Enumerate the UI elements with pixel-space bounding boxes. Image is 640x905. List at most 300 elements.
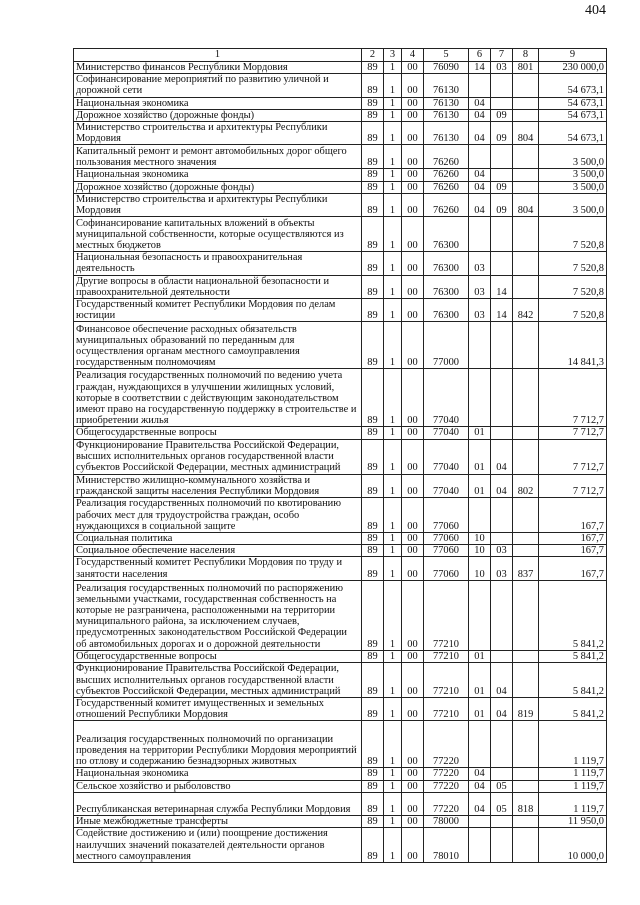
row-code-4: 00 xyxy=(402,369,424,427)
row-code-4: 00 xyxy=(402,780,424,792)
row-code-5: 77060 xyxy=(424,533,469,545)
row-code-8 xyxy=(513,498,539,533)
row-code-7 xyxy=(491,721,513,768)
row-code-8 xyxy=(513,74,539,97)
row-code-5: 76090 xyxy=(424,62,469,74)
row-name: Министерство жилищно-коммунального хозяйства и гражданской защиты населения Республики Мордовия xyxy=(74,474,362,497)
budget-table xyxy=(73,48,607,863)
row-code-8 xyxy=(513,427,539,439)
row-code-6: 03 xyxy=(469,252,491,275)
row-code-4: 00 xyxy=(402,217,424,252)
row-name: Софинансирование капитальных вложений в объекты муниципальной собственности, которые осуществляются из местных бюджетов xyxy=(74,217,362,252)
row-name: Общегосударственные вопросы xyxy=(74,650,362,662)
row-amount: 167,7 xyxy=(539,557,607,580)
table-row xyxy=(74,369,607,427)
table-row xyxy=(74,217,607,252)
row-name: Дорожное хозяйство (дорожные фонды) xyxy=(74,181,362,193)
row-name: Государственный комитет Республики Мордовия по труду и занятости населения xyxy=(74,557,362,580)
row-code-2: 89 xyxy=(362,109,384,121)
row-code-3: 1 xyxy=(384,557,402,580)
row-code-3: 1 xyxy=(384,122,402,145)
row-code-6 xyxy=(469,145,491,169)
row-amount: 1 119,7 xyxy=(539,792,607,815)
row-code-2: 89 xyxy=(362,122,384,145)
row-code-8: 801 xyxy=(513,62,539,74)
row-code-2: 89 xyxy=(362,721,384,768)
row-code-4: 00 xyxy=(402,533,424,545)
row-code-8 xyxy=(513,322,539,369)
row-name: Капитальный ремонт и ремонт автомобильных дорог общего пользования местного значения xyxy=(74,145,362,169)
row-code-3: 1 xyxy=(384,369,402,427)
row-code-4: 00 xyxy=(402,580,424,650)
row-code-3: 1 xyxy=(384,145,402,169)
row-name: Национальная безопасность и правоохранительная деятельность xyxy=(74,252,362,275)
row-amount: 7 712,7 xyxy=(539,474,607,497)
table-row xyxy=(74,721,607,768)
row-name: Общегосударственные вопросы xyxy=(74,427,362,439)
column-header: 4 xyxy=(402,49,424,62)
row-code-5: 76260 xyxy=(424,181,469,193)
row-name: Другие вопросы в области национальной безопасности и правоохранительной деятельности xyxy=(74,275,362,298)
row-code-8 xyxy=(513,580,539,650)
row-code-7: 09 xyxy=(491,109,513,121)
row-amount: 7 520,8 xyxy=(539,275,607,298)
row-code-3: 1 xyxy=(384,815,402,827)
row-name: Финансовое обеспечение расходных обязательств муниципальных образований по переданным для осуществления органам местного самоуправления государственным полномочиям xyxy=(74,322,362,369)
row-code-6: 01 xyxy=(469,650,491,662)
row-name: Иные межбюджетные трансферты xyxy=(74,815,362,827)
row-code-6: 04 xyxy=(469,181,491,193)
row-code-6 xyxy=(469,498,491,533)
row-code-3: 1 xyxy=(384,427,402,439)
row-code-3: 1 xyxy=(384,545,402,557)
table-row xyxy=(74,663,607,698)
row-code-2: 89 xyxy=(362,792,384,815)
row-code-2: 89 xyxy=(362,299,384,322)
row-code-2: 89 xyxy=(362,427,384,439)
row-code-7: 09 xyxy=(491,193,513,216)
row-code-7 xyxy=(491,74,513,97)
row-code-7 xyxy=(491,252,513,275)
row-code-5: 76130 xyxy=(424,74,469,97)
row-name: Содействие достижению и (или) поощрение достижения наилучших значений показателей деятельности органов местного самоуправления xyxy=(74,828,362,863)
row-code-3: 1 xyxy=(384,580,402,650)
column-header: 3 xyxy=(384,49,402,62)
row-code-5: 76130 xyxy=(424,122,469,145)
table-row xyxy=(74,193,607,216)
row-code-8 xyxy=(513,768,539,780)
row-code-5: 77000 xyxy=(424,322,469,369)
row-code-5: 77220 xyxy=(424,792,469,815)
row-code-7: 04 xyxy=(491,698,513,721)
row-code-8 xyxy=(513,252,539,275)
row-amount: 7 520,8 xyxy=(539,217,607,252)
row-name: Социальное обеспечение населения xyxy=(74,545,362,557)
row-code-4: 00 xyxy=(402,828,424,863)
row-amount: 54 673,1 xyxy=(539,122,607,145)
row-code-4: 00 xyxy=(402,439,424,474)
row-code-4: 00 xyxy=(402,698,424,721)
row-code-5: 77210 xyxy=(424,663,469,698)
row-code-4: 00 xyxy=(402,275,424,298)
row-code-8 xyxy=(513,545,539,557)
table-row xyxy=(74,62,607,74)
row-code-4: 00 xyxy=(402,97,424,109)
row-name: Государственный комитет Республики Мордовия по делам юстиции xyxy=(74,299,362,322)
row-code-4: 00 xyxy=(402,322,424,369)
row-name: Национальная экономика xyxy=(74,768,362,780)
column-header: 5 xyxy=(424,49,469,62)
row-name: Функционирование Правительства Российской Федерации, высших исполнительных органов государственной власти субъектов Российской Федерации, местных администраций xyxy=(74,439,362,474)
row-code-6: 04 xyxy=(469,109,491,121)
row-code-5: 76260 xyxy=(424,145,469,169)
row-code-4: 00 xyxy=(402,474,424,497)
row-code-7 xyxy=(491,828,513,863)
row-code-3: 1 xyxy=(384,792,402,815)
row-amount: 167,7 xyxy=(539,533,607,545)
row-code-6 xyxy=(469,580,491,650)
row-code-5: 77040 xyxy=(424,369,469,427)
row-code-5: 77060 xyxy=(424,545,469,557)
row-amount: 1 119,7 xyxy=(539,721,607,768)
row-code-4: 00 xyxy=(402,74,424,97)
table-row xyxy=(74,498,607,533)
row-amount: 3 500,0 xyxy=(539,169,607,181)
row-code-4: 00 xyxy=(402,122,424,145)
row-code-6: 01 xyxy=(469,698,491,721)
table-row xyxy=(74,780,607,792)
table-row xyxy=(74,474,607,497)
row-code-8 xyxy=(513,533,539,545)
row-code-5: 76300 xyxy=(424,299,469,322)
row-code-7: 14 xyxy=(491,275,513,298)
table-header-row xyxy=(74,49,607,62)
row-code-5: 77040 xyxy=(424,427,469,439)
row-code-2: 89 xyxy=(362,275,384,298)
row-code-2: 89 xyxy=(362,97,384,109)
row-code-7: 05 xyxy=(491,792,513,815)
row-amount: 5 841,2 xyxy=(539,663,607,698)
row-code-5: 76260 xyxy=(424,193,469,216)
row-amount: 1 119,7 xyxy=(539,768,607,780)
row-code-2: 89 xyxy=(362,498,384,533)
row-code-8 xyxy=(513,780,539,792)
row-code-5: 76300 xyxy=(424,252,469,275)
row-amount: 14 841,3 xyxy=(539,322,607,369)
table-row xyxy=(74,828,607,863)
row-code-3: 1 xyxy=(384,217,402,252)
row-code-2: 89 xyxy=(362,557,384,580)
row-code-8 xyxy=(513,145,539,169)
row-code-8 xyxy=(513,97,539,109)
row-code-3: 1 xyxy=(384,169,402,181)
row-code-7 xyxy=(491,427,513,439)
row-name: Министерство строительства и архитектуры Республики Мордовия xyxy=(74,122,362,145)
row-code-3: 1 xyxy=(384,109,402,121)
row-code-7: 09 xyxy=(491,181,513,193)
row-name: Реализация государственных полномочий по распоряжению земельными участками, государственная собственность на которые не разграничена, расположенными на территории муниципального района, за исключением случаев, предусмотренных законодательством Российской Федерации об автомобильных дорогах и о дорожной деятельности xyxy=(74,580,362,650)
row-code-8: 804 xyxy=(513,193,539,216)
column-header: 8 xyxy=(513,49,539,62)
row-name: Министерство строительства и архитектуры Республики Мордовия xyxy=(74,193,362,216)
row-code-8 xyxy=(513,663,539,698)
row-code-6: 04 xyxy=(469,768,491,780)
row-code-3: 1 xyxy=(384,275,402,298)
row-name: Дорожное хозяйство (дорожные фонды) xyxy=(74,109,362,121)
row-amount: 1 119,7 xyxy=(539,780,607,792)
row-code-8 xyxy=(513,169,539,181)
table-row xyxy=(74,109,607,121)
row-code-4: 00 xyxy=(402,792,424,815)
row-code-8: 837 xyxy=(513,557,539,580)
row-code-8: 842 xyxy=(513,299,539,322)
row-amount: 54 673,1 xyxy=(539,97,607,109)
table-row xyxy=(74,252,607,275)
table-row xyxy=(74,580,607,650)
row-code-6: 01 xyxy=(469,663,491,698)
row-code-8 xyxy=(513,109,539,121)
row-code-6 xyxy=(469,74,491,97)
row-code-2: 89 xyxy=(362,217,384,252)
table-row xyxy=(74,145,607,169)
table-row xyxy=(74,533,607,545)
row-code-2: 89 xyxy=(362,193,384,216)
row-code-7 xyxy=(491,97,513,109)
row-code-3: 1 xyxy=(384,768,402,780)
row-code-3: 1 xyxy=(384,663,402,698)
page-number: 404 xyxy=(585,3,606,18)
row-code-8 xyxy=(513,815,539,827)
row-code-6: 03 xyxy=(469,299,491,322)
row-code-7 xyxy=(491,498,513,533)
table-row xyxy=(74,557,607,580)
row-code-6: 04 xyxy=(469,97,491,109)
row-code-2: 89 xyxy=(362,828,384,863)
row-code-7 xyxy=(491,815,513,827)
row-code-5: 78010 xyxy=(424,828,469,863)
row-code-2: 89 xyxy=(362,169,384,181)
row-code-2: 89 xyxy=(362,62,384,74)
row-name: Сельское хозяйство и рыболовство xyxy=(74,780,362,792)
row-code-8 xyxy=(513,828,539,863)
row-code-7 xyxy=(491,169,513,181)
row-code-3: 1 xyxy=(384,181,402,193)
row-code-4: 00 xyxy=(402,663,424,698)
row-code-2: 89 xyxy=(362,474,384,497)
row-code-5: 77040 xyxy=(424,474,469,497)
row-code-3: 1 xyxy=(384,62,402,74)
row-code-6: 01 xyxy=(469,439,491,474)
row-code-2: 89 xyxy=(362,650,384,662)
row-code-3: 1 xyxy=(384,498,402,533)
table-row xyxy=(74,275,607,298)
row-code-7: 14 xyxy=(491,299,513,322)
row-amount: 167,7 xyxy=(539,498,607,533)
table-row xyxy=(74,427,607,439)
row-code-3: 1 xyxy=(384,97,402,109)
row-code-6: 04 xyxy=(469,122,491,145)
row-code-4: 00 xyxy=(402,145,424,169)
row-code-2: 89 xyxy=(362,439,384,474)
row-code-5: 76260 xyxy=(424,169,469,181)
row-name: Национальная экономика xyxy=(74,97,362,109)
row-code-7: 09 xyxy=(491,122,513,145)
row-code-6: 04 xyxy=(469,780,491,792)
row-code-2: 89 xyxy=(362,698,384,721)
table-row xyxy=(74,74,607,97)
row-code-3: 1 xyxy=(384,828,402,863)
row-amount: 7 520,8 xyxy=(539,252,607,275)
table-row xyxy=(74,698,607,721)
row-code-4: 00 xyxy=(402,498,424,533)
row-code-2: 89 xyxy=(362,663,384,698)
row-code-5: 76300 xyxy=(424,217,469,252)
row-code-6: 10 xyxy=(469,545,491,557)
row-code-8: 804 xyxy=(513,122,539,145)
row-code-5: 77220 xyxy=(424,768,469,780)
row-code-2: 89 xyxy=(362,580,384,650)
row-code-4: 00 xyxy=(402,650,424,662)
row-code-5: 77220 xyxy=(424,721,469,768)
row-code-3: 1 xyxy=(384,439,402,474)
row-code-4: 00 xyxy=(402,169,424,181)
row-amount: 5 841,2 xyxy=(539,698,607,721)
row-code-2: 89 xyxy=(362,369,384,427)
row-code-3: 1 xyxy=(384,299,402,322)
row-code-5: 77060 xyxy=(424,498,469,533)
table-row xyxy=(74,299,607,322)
column-header: 7 xyxy=(491,49,513,62)
table-row xyxy=(74,768,607,780)
row-code-4: 00 xyxy=(402,427,424,439)
row-code-6 xyxy=(469,322,491,369)
row-code-7: 03 xyxy=(491,62,513,74)
row-code-7 xyxy=(491,217,513,252)
row-code-6: 10 xyxy=(469,533,491,545)
table-row xyxy=(74,792,607,815)
row-code-8 xyxy=(513,181,539,193)
row-code-7 xyxy=(491,650,513,662)
row-code-6: 14 xyxy=(469,62,491,74)
row-name: Реализация государственных полномочий по организации проведения на территории Республики Мордовия мероприятий по отлову и содержанию безнадзорных животных xyxy=(74,721,362,768)
row-code-8: 818 xyxy=(513,792,539,815)
row-code-4: 00 xyxy=(402,181,424,193)
row-code-6: 10 xyxy=(469,557,491,580)
row-code-2: 89 xyxy=(362,181,384,193)
row-amount: 3 500,0 xyxy=(539,181,607,193)
row-amount: 11 950,0 xyxy=(539,815,607,827)
row-code-5: 77040 xyxy=(424,439,469,474)
row-code-3: 1 xyxy=(384,252,402,275)
row-code-4: 00 xyxy=(402,815,424,827)
row-code-2: 89 xyxy=(362,533,384,545)
table-row xyxy=(74,97,607,109)
row-name: Софинансирование мероприятий по развитию уличной и дорожной сети xyxy=(74,74,362,97)
row-code-7: 03 xyxy=(491,557,513,580)
row-name: Функционирование Правительства Российской Федерации, высших исполнительных органов государственной власти субъектов Российской Федерации, местных администраций xyxy=(74,663,362,698)
row-code-2: 89 xyxy=(362,252,384,275)
row-code-6 xyxy=(469,217,491,252)
row-code-7: 05 xyxy=(491,780,513,792)
row-code-3: 1 xyxy=(384,533,402,545)
row-code-2: 89 xyxy=(362,545,384,557)
row-code-6: 03 xyxy=(469,275,491,298)
row-code-5: 77210 xyxy=(424,698,469,721)
row-code-4: 00 xyxy=(402,62,424,74)
row-code-2: 89 xyxy=(362,145,384,169)
row-code-7 xyxy=(491,533,513,545)
row-code-5: 77210 xyxy=(424,580,469,650)
column-header: 2 xyxy=(362,49,384,62)
row-name: Реализация государственных полномочий по ведению учета граждан, нуждающихся в улучшении жилищных условий, которые в соответствии с действующим законодательством имеют право на государственную поддержку в строительстве и приобретении жилья xyxy=(74,369,362,427)
table-row xyxy=(74,122,607,145)
table-row xyxy=(74,181,607,193)
row-code-3: 1 xyxy=(384,650,402,662)
table-row xyxy=(74,650,607,662)
row-amount: 10 000,0 xyxy=(539,828,607,863)
row-code-3: 1 xyxy=(384,474,402,497)
row-code-4: 00 xyxy=(402,768,424,780)
row-code-8: 819 xyxy=(513,698,539,721)
row-amount: 54 673,1 xyxy=(539,109,607,121)
row-code-3: 1 xyxy=(384,698,402,721)
table-row xyxy=(74,169,607,181)
row-code-8 xyxy=(513,650,539,662)
row-code-7: 03 xyxy=(491,545,513,557)
row-code-7: 04 xyxy=(491,474,513,497)
row-code-5: 77220 xyxy=(424,780,469,792)
row-name: Государственный комитет имущественных и земельных отношений Республики Мордовия xyxy=(74,698,362,721)
row-code-3: 1 xyxy=(384,780,402,792)
row-code-7 xyxy=(491,145,513,169)
row-code-5: 77060 xyxy=(424,557,469,580)
row-code-4: 00 xyxy=(402,109,424,121)
row-amount: 5 841,2 xyxy=(539,650,607,662)
row-amount: 7 712,7 xyxy=(539,369,607,427)
row-code-8 xyxy=(513,275,539,298)
row-name: Республиканская ветеринарная служба Республики Мордовия xyxy=(74,792,362,815)
row-code-7 xyxy=(491,322,513,369)
row-code-3: 1 xyxy=(384,721,402,768)
row-code-5: 77210 xyxy=(424,650,469,662)
row-amount: 3 500,0 xyxy=(539,145,607,169)
row-amount: 7 712,7 xyxy=(539,427,607,439)
row-code-7 xyxy=(491,369,513,427)
row-amount: 5 841,2 xyxy=(539,580,607,650)
row-code-7: 04 xyxy=(491,439,513,474)
row-code-3: 1 xyxy=(384,193,402,216)
row-code-8 xyxy=(513,439,539,474)
row-code-6 xyxy=(469,369,491,427)
row-code-5: 76130 xyxy=(424,97,469,109)
row-code-6: 04 xyxy=(469,193,491,216)
row-code-7 xyxy=(491,580,513,650)
row-amount: 54 673,1 xyxy=(539,74,607,97)
row-code-4: 00 xyxy=(402,545,424,557)
row-code-5: 76130 xyxy=(424,109,469,121)
column-header: 1 xyxy=(74,49,362,62)
row-name: Национальная экономика xyxy=(74,169,362,181)
row-code-6 xyxy=(469,815,491,827)
row-name: Министерство финансов Республики Мордовия xyxy=(74,62,362,74)
row-code-7 xyxy=(491,768,513,780)
row-code-2: 89 xyxy=(362,815,384,827)
row-code-4: 00 xyxy=(402,557,424,580)
column-header: 6 xyxy=(469,49,491,62)
row-amount: 3 500,0 xyxy=(539,193,607,216)
column-header: 9 xyxy=(539,49,607,62)
row-code-6: 04 xyxy=(469,792,491,815)
